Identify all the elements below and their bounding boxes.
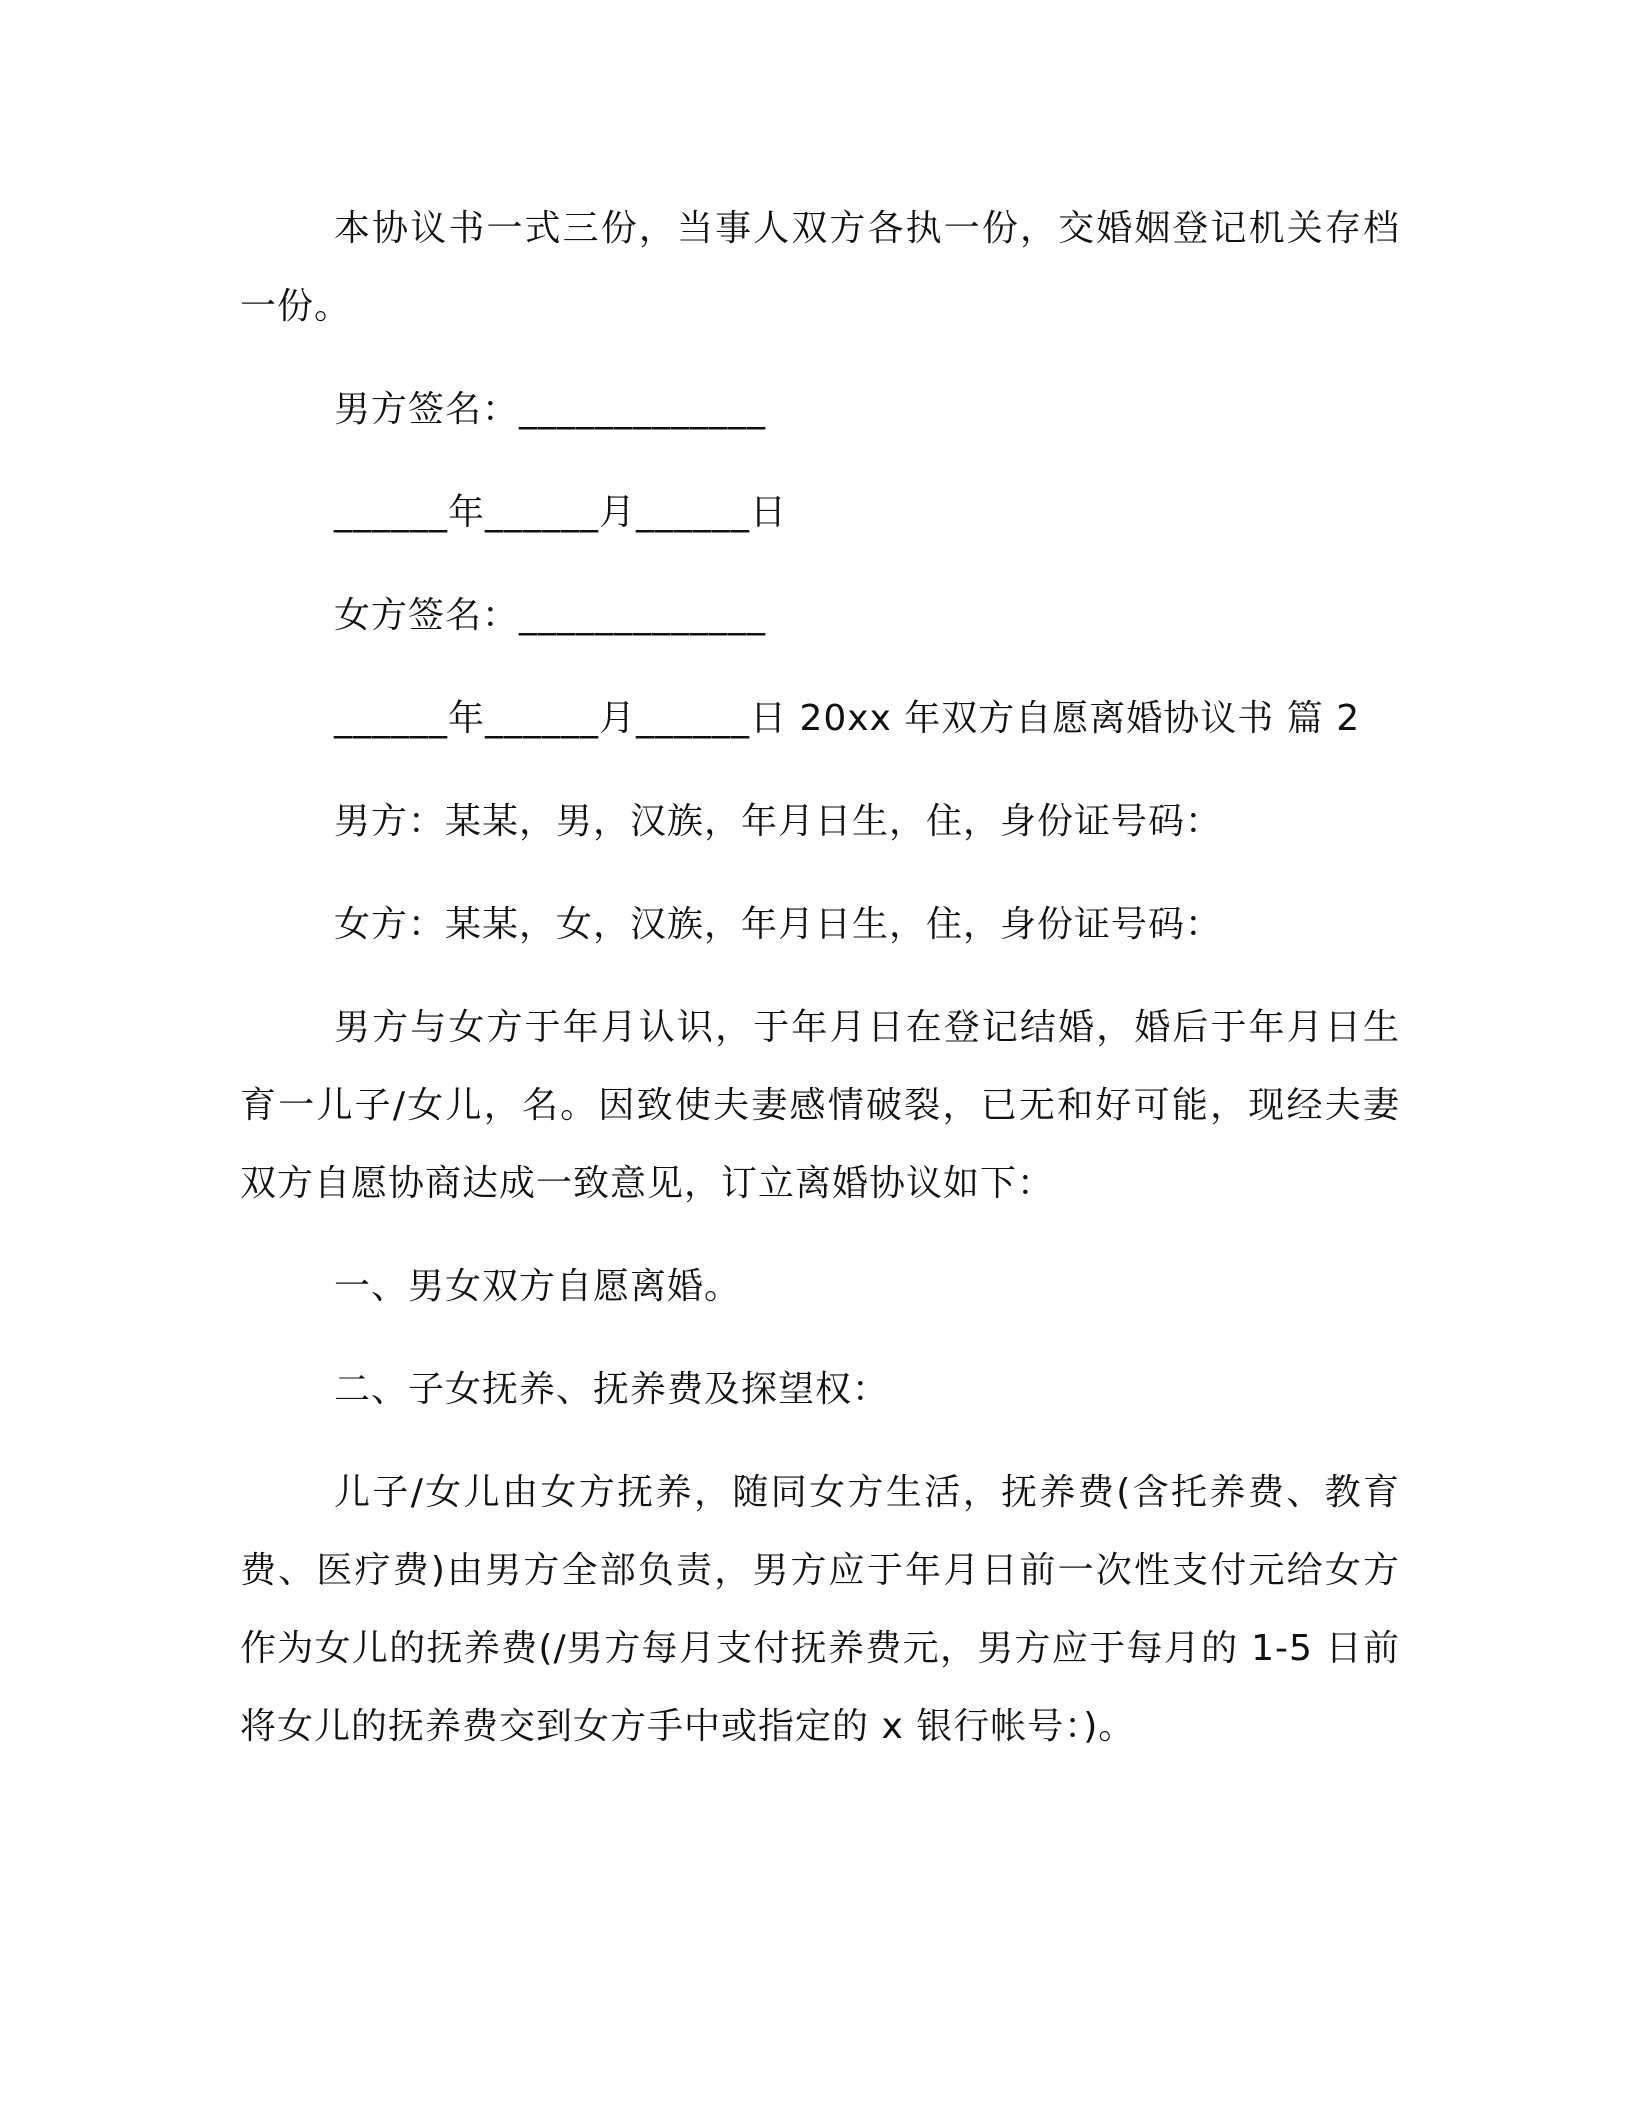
male-signature-line: 男方签名：_____________ bbox=[334, 389, 767, 430]
male-party-info: 男方：某某，男，汉族，年月日生，住，身份证号码： bbox=[334, 801, 1223, 842]
clause-two-heading: 二、子女抚养、抚养费及探望权： bbox=[334, 1369, 890, 1410]
document-body bbox=[240, 190, 1400, 1791]
clause-one: 一、男女双方自愿离婚。 bbox=[334, 1266, 742, 1307]
female-date-and-title-line: ______年______月______日 20xx 年双方自愿离婚协议书 篇 2 bbox=[334, 698, 1361, 739]
female-party-info: 女方：某某，女，汉族，年月日生，住，身份证号码： bbox=[334, 904, 1223, 945]
male-date-line: ______年______月______日 bbox=[334, 492, 787, 533]
paragraph-copies: 本协议书一式三份，当事人双方各执一份，交婚姻登记机关存档一份。 bbox=[240, 208, 1400, 327]
child-support-paragraph: 儿子/女儿由女方抚养，随同女方生活，抚养费(含托养费、教育费、医疗费)由男方全部负责，男方应于年月日前一次性支付元给女方作为女儿的抚养费(/男方每月支付抚养费元，男方应于每月的 1-5 日前将女儿的抚养费交到女方手中或指定的 x 银行帐号：)。 bbox=[240, 1472, 1400, 1747]
female-signature-line: 女方签名：_____________ bbox=[334, 595, 767, 636]
background-paragraph: 男方与女方于年月认识，于年月日在登记结婚，婚后于年月日生育一儿子/女儿，名。因致使夫妻感情破裂，已无和好可能，现经夫妻双方自愿协商达成一致意见，订立离婚协议如下： bbox=[240, 1007, 1400, 1204]
